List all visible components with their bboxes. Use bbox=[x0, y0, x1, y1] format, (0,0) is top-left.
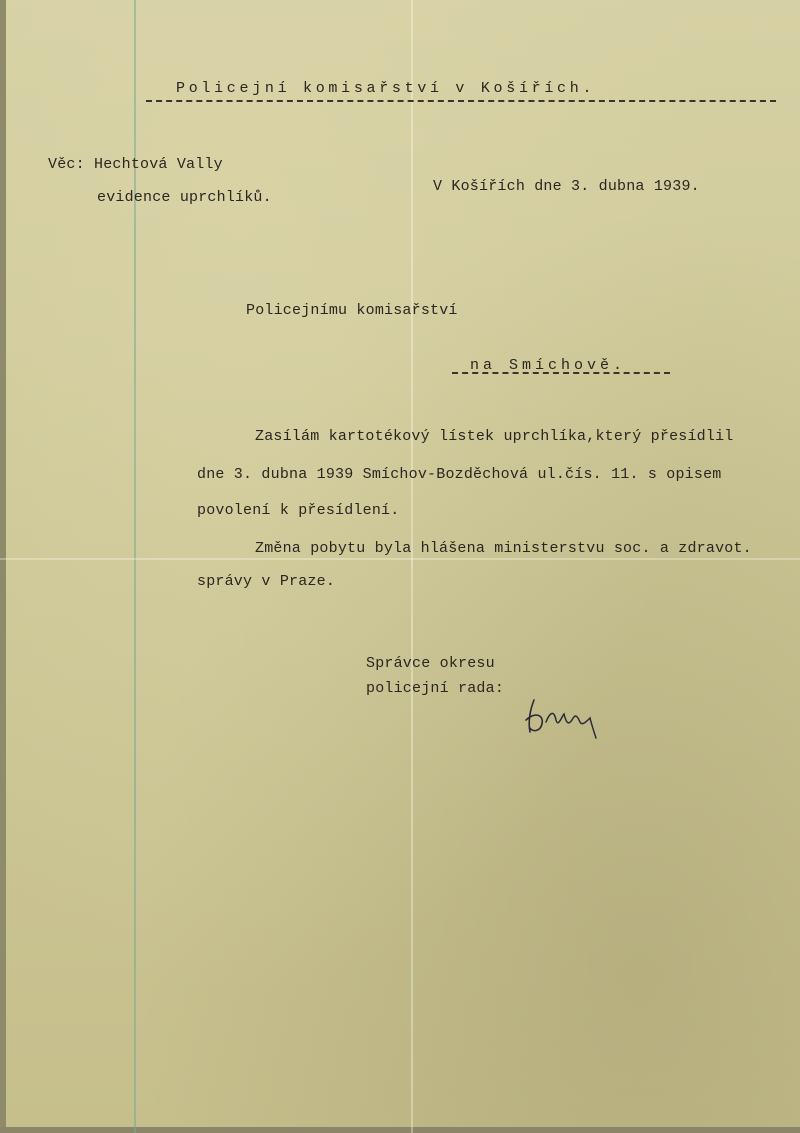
body-p2-line-2: správy v Praze. bbox=[197, 573, 336, 590]
closing-line-2: policejní rada: bbox=[366, 680, 505, 697]
dateline: V Košířích dne 3. dubna 1939. bbox=[433, 178, 700, 195]
body-p1-line-3: povolení k přesídlení. bbox=[197, 502, 400, 519]
subject-line-1: Věc: Hechtová Vally bbox=[48, 156, 223, 173]
fold-vertical bbox=[411, 0, 413, 1133]
body-p2-line-1: Změna pobytu byla hlášena ministerstvu soc. a zdravot. bbox=[255, 540, 752, 557]
body-p1-line-2: dne 3. dubna 1939 Smíchov-Bozděchová ul.čís. 11. s opisem bbox=[197, 466, 722, 483]
office-header: Policejní komisařství v Košířích. bbox=[176, 80, 596, 97]
subject-line-2: evidence uprchlíků. bbox=[97, 189, 272, 206]
handwritten-signature-icon bbox=[520, 692, 610, 740]
recipient-line-1: Policejnímu komisařství bbox=[246, 302, 458, 319]
recipient-dashed-rule bbox=[452, 372, 670, 374]
fold-horizontal bbox=[0, 558, 800, 560]
scan-edge-left bbox=[0, 0, 6, 1133]
closing-line-1: Správce okresu bbox=[366, 655, 495, 672]
recipient-line-2: na Smíchově. bbox=[470, 357, 627, 374]
body-p1-line-1: Zasílám kartotékový lístek uprchlíka,který přesídlil bbox=[255, 428, 734, 445]
scan-edge-bottom bbox=[0, 1127, 800, 1133]
header-dashed-rule bbox=[146, 100, 776, 102]
